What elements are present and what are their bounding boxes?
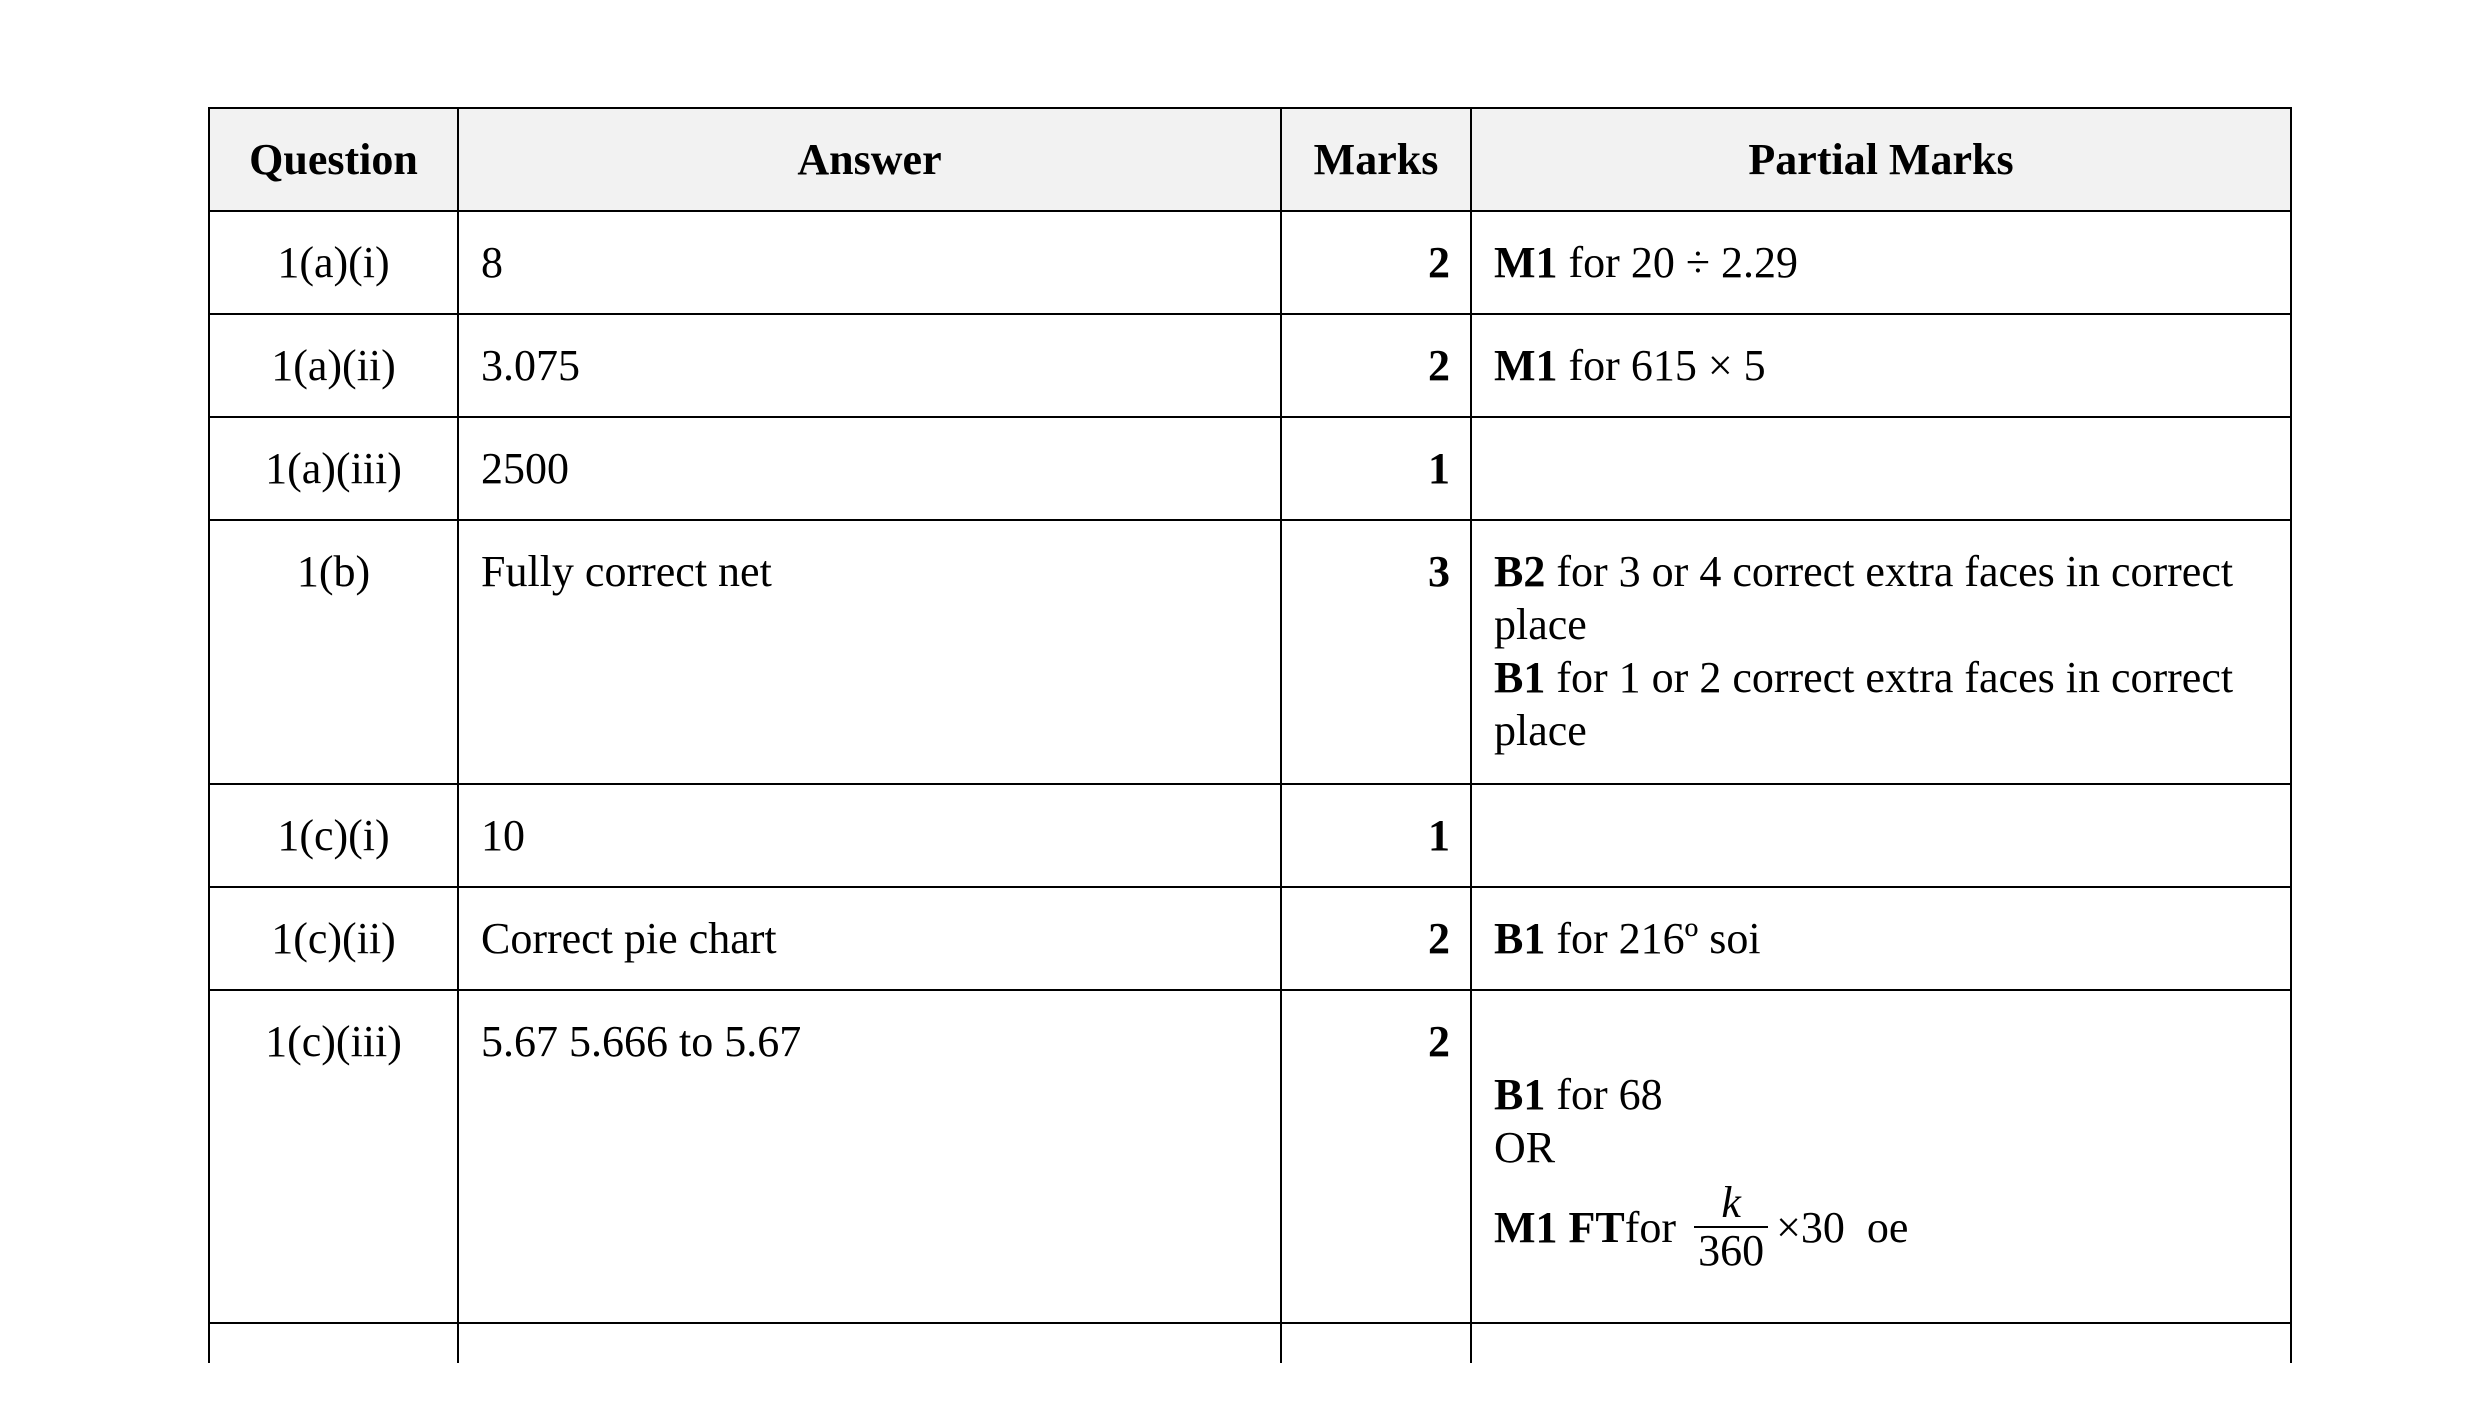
question-cell: 1(c)(iii) <box>209 990 458 1323</box>
question-cell: 1(a)(ii) <box>209 314 458 417</box>
table-row-partial <box>209 1323 2291 1363</box>
partial-mark-line <box>1494 545 2272 651</box>
partial-mark-line <box>1494 1180 2272 1274</box>
fraction-denominator: 360 <box>1694 1226 1768 1274</box>
answer-cell: 5.67 5.666 to 5.67 <box>458 990 1281 1323</box>
answer-cell: Correct pie chart <box>458 887 1281 990</box>
table-row <box>209 211 2291 314</box>
mark-text: for 20 ÷ 2.29 <box>1557 238 1798 287</box>
partial-mark-line <box>1494 651 2272 757</box>
marks-cell: 2 <box>1281 990 1471 1323</box>
mark-code: M1 <box>1494 341 1558 390</box>
partial-marks-cell <box>1471 417 2291 520</box>
partial-mark-line <box>1494 1068 2272 1121</box>
question-cell: 1(c)(i) <box>209 784 458 887</box>
table-row <box>209 784 2291 887</box>
marks-cell: 1 <box>1281 784 1471 887</box>
marks-cell: 3 <box>1281 520 1471 784</box>
answer-cell: 8 <box>458 211 1281 314</box>
empty-cell <box>209 1323 458 1363</box>
marks-cell: 2 <box>1281 887 1471 990</box>
answer-cell: 2500 <box>458 417 1281 520</box>
question-cell: 1(a)(i) <box>209 211 458 314</box>
answer-cell: Fully correct net <box>458 520 1281 784</box>
answer-cell: 10 <box>458 784 1281 887</box>
marks-cell: 1 <box>1281 417 1471 520</box>
header-answer: Answer <box>458 108 1281 211</box>
mark-code: B2 <box>1494 547 1546 596</box>
mark-code: B1 <box>1494 914 1546 963</box>
partial-marks-cell <box>1471 520 2291 784</box>
mark-code: B1 <box>1494 1070 1546 1119</box>
partial-marks-cell <box>1471 887 2291 990</box>
partial-marks-cell <box>1471 211 2291 314</box>
table-row <box>209 887 2291 990</box>
question-cell: 1(b) <box>209 520 458 784</box>
empty-cell <box>1281 1323 1471 1363</box>
mark-text: for 216º soi <box>1545 914 1761 963</box>
marks-cell: 2 <box>1281 314 1471 417</box>
mark-code: M1 <box>1494 238 1558 287</box>
mark-text: for <box>1624 1202 1677 1252</box>
header-partial-marks: Partial Marks <box>1471 108 2291 211</box>
mark-text: for 1 or 2 correct extra faces in correct place <box>1494 653 2234 755</box>
fraction-tail: ×30 oe <box>1776 1202 1909 1252</box>
mark-code: M1 FT <box>1494 1202 1625 1252</box>
answer-cell: 3.075 <box>458 314 1281 417</box>
marks-cell: 2 <box>1281 211 1471 314</box>
header-marks: Marks <box>1281 108 1471 211</box>
question-cell: 1(c)(ii) <box>209 887 458 990</box>
header-row <box>209 108 2291 211</box>
fraction-numerator: k <box>1721 1178 1741 1227</box>
table-row <box>209 520 2291 784</box>
mark-text: for 68 <box>1545 1070 1663 1119</box>
partial-marks-cell <box>1471 784 2291 887</box>
table-row <box>209 990 2291 1323</box>
empty-cell <box>1471 1323 2291 1363</box>
header-question: Question <box>209 108 458 211</box>
spacer <box>1494 1015 2272 1068</box>
mark-code: B1 <box>1494 653 1546 702</box>
mark-scheme-table <box>208 107 2292 1363</box>
question-cell: 1(a)(iii) <box>209 417 458 520</box>
table-row <box>209 314 2291 417</box>
partial-marks-cell <box>1471 314 2291 417</box>
partial-marks-cell <box>1471 990 2291 1323</box>
fraction <box>1694 1180 1768 1274</box>
mark-text: for 3 or 4 correct extra faces in correct place <box>1494 547 2234 649</box>
empty-cell <box>458 1323 1281 1363</box>
table-row <box>209 417 2291 520</box>
or-text: OR <box>1494 1123 1556 1172</box>
mark-text: for 615 × 5 <box>1557 341 1766 390</box>
